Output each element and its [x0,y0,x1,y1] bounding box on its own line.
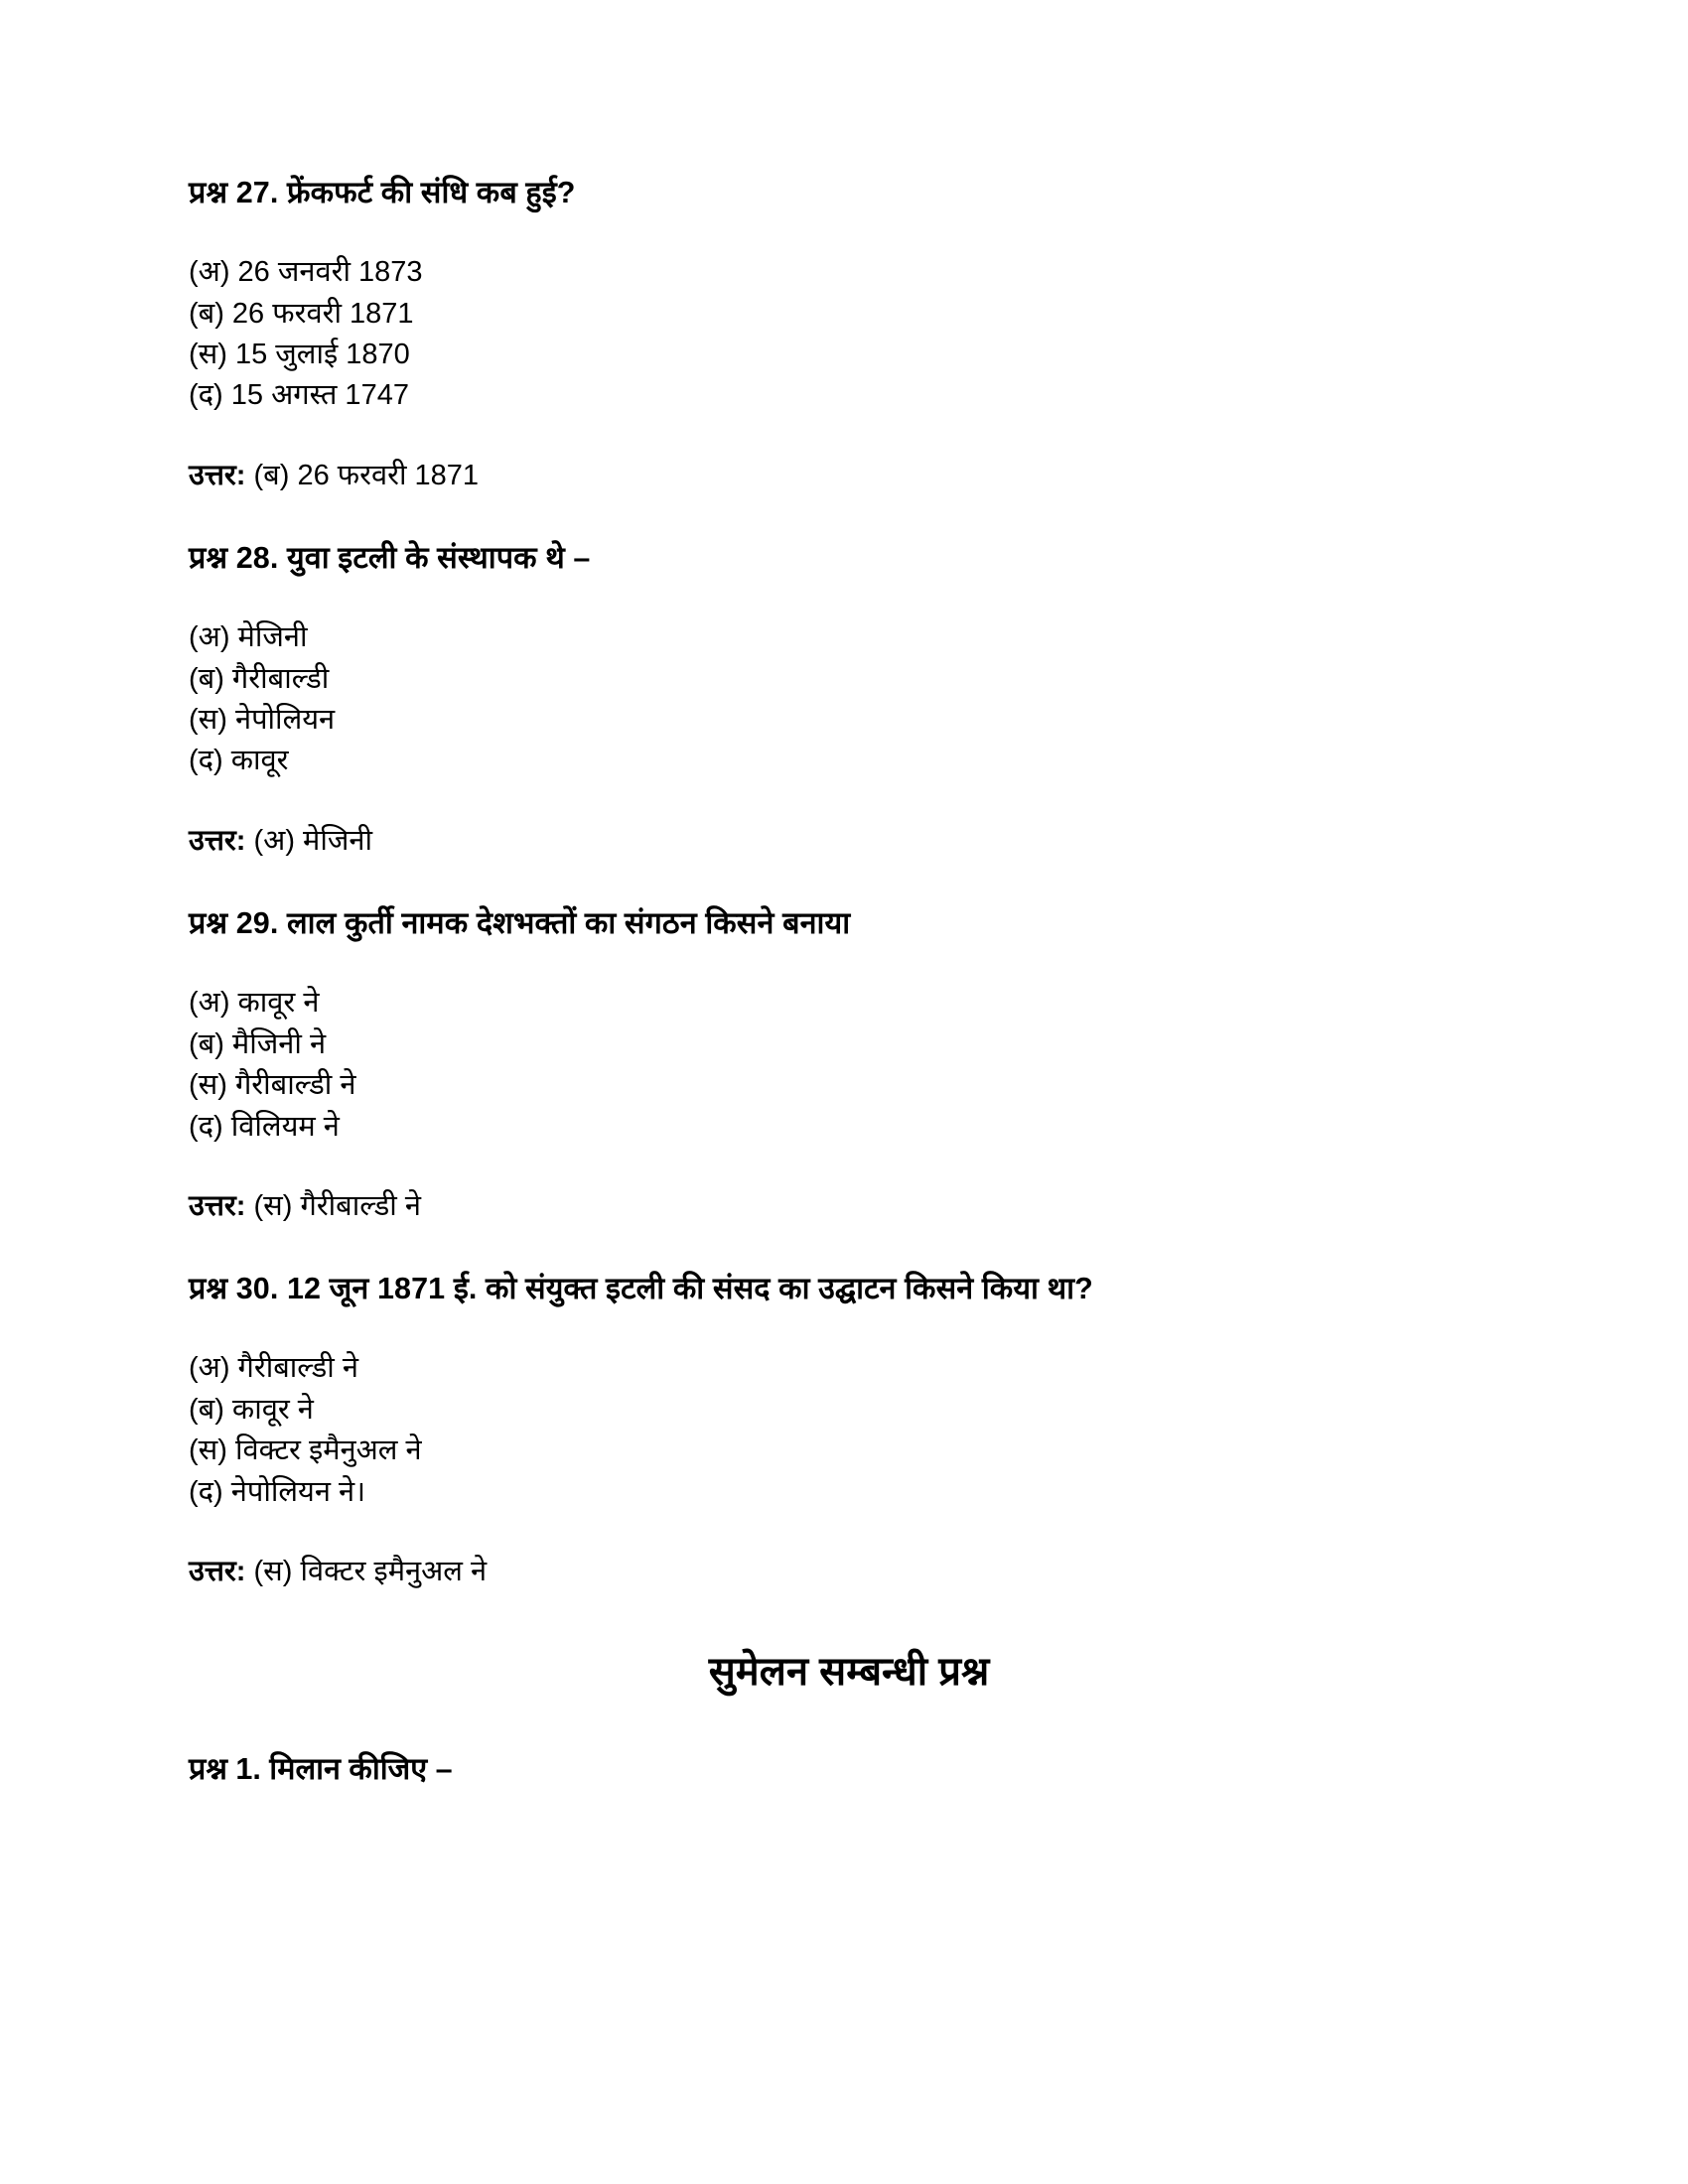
option-item: (द) कावूर [189,745,289,777]
answer-label: उत्तर: [189,1190,246,1222]
question-heading: प्रश्न 28. युवा इटली के संस्थापक थे – [189,541,591,576]
answer-text: (स) गैरीबाल्डी ने [245,1190,421,1222]
answer-line [189,1553,1509,1591]
option-item: (अ) मेजिनी [189,621,308,654]
question-block [189,539,1509,861]
option-list [189,1348,1509,1513]
option-list [189,617,1509,782]
option-list [189,983,1509,1148]
option-item: (स) गैरीबाल्डी ने [189,1069,356,1102]
document-content [189,174,1509,1790]
option-item: (स) नेपोलियन [189,704,336,737]
option-item: (अ) कावूर ने [189,987,320,1020]
option-list [189,252,1509,417]
question-heading: प्रश्न 27. फ्रेंकफर्ट की संधि कब हुई? [189,176,576,209]
option-item: (ब) 26 फरवरी 1871 [189,297,414,330]
option-item: (स) विक्टर इमैनुअल ने [189,1434,422,1467]
question-block [189,904,1509,1226]
question-block [189,174,1509,495]
option-item: (ब) कावूर ने [189,1393,314,1426]
answer-label: उत्तर: [189,459,246,491]
section-heading: सुमेलन सम्बन्धी प्रश्न [708,1650,990,1695]
answer-label: उत्तर: [189,1556,246,1588]
option-item: (द) 15 अगस्त 1747 [189,379,409,412]
answer-label: उत्तर: [189,824,246,857]
question-heading: प्रश्न 30. 12 जून 1871 ई. को संयुक्त इटली की संसद का उद्घाटन किसने किया था? [189,1272,1093,1306]
answer-text: (अ) मेजिनी [245,824,373,857]
final-question-heading: प्रश्न 1. मिलान कीजिए – [189,1752,453,1787]
question-block [189,1270,1509,1591]
answer-line [189,822,1509,861]
answer-line [189,1187,1509,1226]
option-item: (ब) मैजिनी ने [189,1027,327,1060]
option-item: (द) नेपोलियन ने। [189,1475,366,1508]
option-item: (अ) गैरीबाल्डी ने [189,1352,358,1385]
answer-line [189,457,1509,495]
answer-text: (स) विक्टर इमैनुअल ने [245,1556,488,1588]
option-item: (अ) 26 जनवरी 1873 [189,256,423,289]
answer-text: (ब) 26 फरवरी 1871 [245,459,480,491]
option-item: (ब) गैरीबाल्डी [189,662,330,695]
option-item: (स) 15 जुलाई 1870 [189,338,410,370]
option-item: (द) विलियम ने [189,1110,340,1143]
question-heading: प्रश्न 29. लाल कुर्ती नामक देशभक्तों का संगठन किसने बनाया [189,906,851,941]
